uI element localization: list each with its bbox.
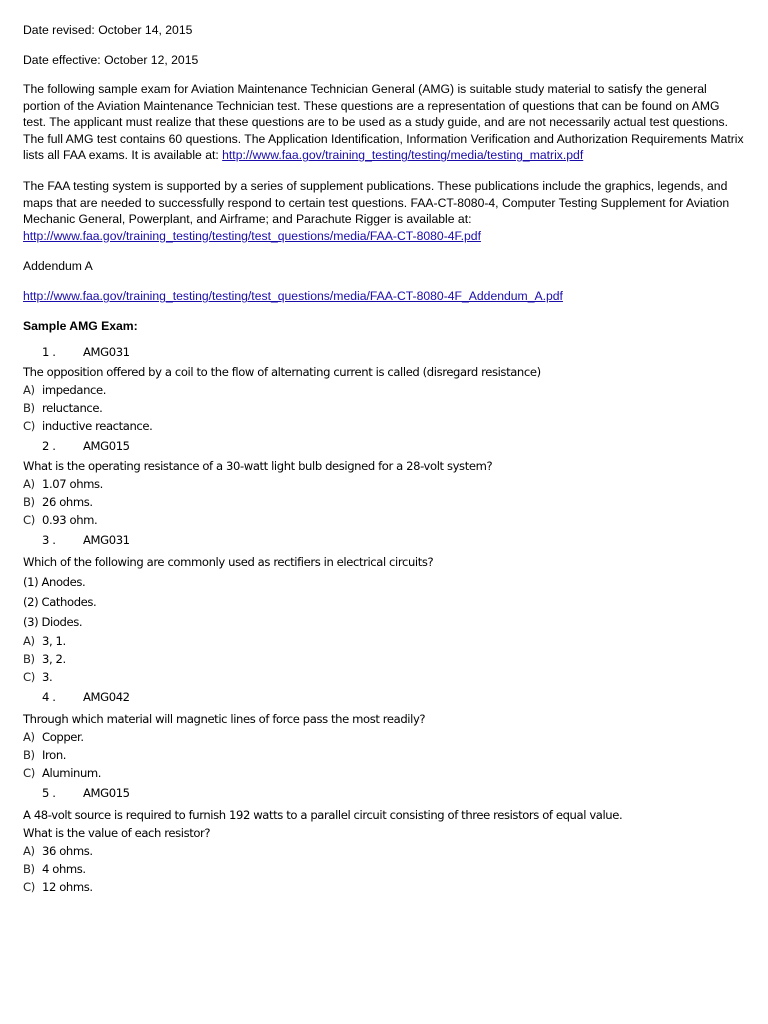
- option-text: 26 ohms.: [42, 495, 93, 510]
- option-letter: C): [23, 766, 35, 781]
- answer-option: [23, 860, 744, 878]
- question-code: AMG015: [83, 439, 130, 454]
- answer-option: [23, 668, 744, 686]
- option-letter: A): [23, 383, 35, 398]
- option-text: Aluminum.: [42, 766, 102, 781]
- question-text: The opposition offered by a coil to the flow of alternating current is called (disregard resistance): [23, 365, 541, 380]
- answer-option: [23, 493, 744, 511]
- option-letter: B): [23, 652, 35, 667]
- question-code: AMG042: [83, 690, 130, 705]
- date-revised: Date revised: October 14, 2015: [23, 23, 193, 37]
- question-number: 1 .: [42, 345, 56, 360]
- option-letter: C): [23, 880, 35, 895]
- option-text: Copper.: [42, 730, 84, 745]
- date-effective: Date effective: October 12, 2015: [23, 53, 199, 67]
- intro-paragraph-2: [23, 178, 744, 244]
- option-text: 3.: [42, 670, 53, 685]
- question-header: [23, 786, 744, 804]
- option-letter: C): [23, 670, 35, 685]
- option-text: 3, 1.: [42, 634, 66, 649]
- option-text: 12 ohms.: [42, 880, 93, 895]
- option-text: 0.93 ohm.: [42, 513, 98, 528]
- section-title: Sample AMG Exam:: [23, 319, 138, 334]
- question-item: (3) Diodes.: [23, 615, 83, 630]
- intro-paragraph-2-text: The FAA testing system is supported by a series of supplement publications. These publications include the graphics, legends, and maps that are needed to successfully respond to certain test questions. FAA-CT-8080-4, Computer Testing Supplement for Aviation Mechanic General, Powerplant, and Airframe; and Parachute Rigger is available at:: [23, 178, 730, 227]
- option-text: 1.07 ohms.: [42, 477, 103, 492]
- option-text: inductive reactance.: [42, 419, 153, 434]
- question-code: AMG031: [83, 345, 130, 360]
- question-4: [23, 690, 744, 782]
- question-text: A 48-volt source is required to furnish 192 watts to a parallel circuit consisting of three resistors of equal value.: [23, 808, 623, 823]
- answer-option: [23, 399, 744, 417]
- answer-option: [23, 764, 744, 782]
- option-letter: A): [23, 634, 35, 649]
- question-text: What is the value of each resistor?: [23, 826, 211, 841]
- option-letter: C): [23, 419, 35, 434]
- question-number: 5 .: [42, 786, 56, 801]
- question-list: [23, 345, 744, 896]
- answer-option: [23, 417, 744, 435]
- answer-option: [23, 878, 744, 896]
- question-item: (1) Anodes.: [23, 575, 86, 590]
- question-code: AMG015: [83, 786, 130, 801]
- answer-option: [23, 746, 744, 764]
- option-letter: C): [23, 513, 35, 528]
- question-header: [23, 690, 744, 708]
- option-letter: B): [23, 748, 35, 763]
- option-letter: A): [23, 844, 35, 859]
- addendum-link[interactable]: http://www.faa.gov/training_testing/testing/test_questions/media/FAA-CT-8080-4F_Addendum_A.pdf: [23, 289, 563, 304]
- intro-paragraph-1: [23, 81, 744, 164]
- option-text: reluctance.: [42, 401, 103, 416]
- question-number: 3 .: [42, 533, 56, 548]
- option-letter: A): [23, 730, 35, 745]
- answer-option: [23, 475, 744, 493]
- option-text: 3, 2.: [42, 652, 66, 667]
- question-header: [23, 439, 744, 457]
- question-code: AMG031: [83, 533, 130, 548]
- question-text: Which of the following are commonly used as rectifiers in electrical circuits?: [23, 555, 434, 570]
- answer-option: [23, 650, 744, 668]
- addendum-label: Addendum A: [23, 259, 93, 274]
- question-item: (2) Cathodes.: [23, 595, 97, 610]
- option-text: impedance.: [42, 383, 107, 398]
- option-letter: B): [23, 401, 35, 416]
- question-number: 2 .: [42, 439, 56, 454]
- supplement-link[interactable]: http://www.faa.gov/training_testing/testing/test_questions/media/FAA-CT-8080-4F.pdf: [23, 228, 481, 243]
- answer-option: [23, 511, 744, 529]
- question-header: [23, 345, 744, 363]
- addendum-paragraph: [23, 288, 744, 304]
- question-text: Through which material will magnetic lines of force pass the most readily?: [23, 712, 426, 727]
- question-2: [23, 439, 744, 529]
- question-3: [23, 533, 744, 686]
- answer-option: [23, 728, 744, 746]
- answer-option: [23, 842, 744, 860]
- option-letter: B): [23, 862, 35, 877]
- intro-paragraph-1-text: The following sample exam for Aviation Maintenance Technician General (AMG) is suitable study material to satisfy the general portion of the Aviation Maintenance Technician test. These questions are a representation of questions that can be found on AMG test. The applicant must realize that these questions are to be used as a study guide, and are not necessarily actual test questions. The full AMG test contains 60 questions. The Application Identification, Information Verification and Authorization Requirements Matrix lists all FAA exams. It is available at:: [23, 82, 744, 163]
- testing-matrix-link[interactable]: http://www.faa.gov/training_testing/testing/media/testing_matrix.pdf: [222, 148, 584, 163]
- option-letter: B): [23, 495, 35, 510]
- option-text: Iron.: [42, 748, 67, 763]
- question-header: [23, 533, 744, 551]
- option-letter: A): [23, 477, 35, 492]
- question-1: [23, 345, 744, 435]
- question-number: 4 .: [42, 690, 56, 705]
- option-text: 36 ohms.: [42, 844, 93, 859]
- question-5: [23, 786, 744, 896]
- option-text: 4 ohms.: [42, 862, 86, 877]
- answer-option: [23, 632, 744, 650]
- answer-option: [23, 381, 744, 399]
- question-text: What is the operating resistance of a 30-watt light bulb designed for a 28-volt system?: [23, 459, 493, 474]
